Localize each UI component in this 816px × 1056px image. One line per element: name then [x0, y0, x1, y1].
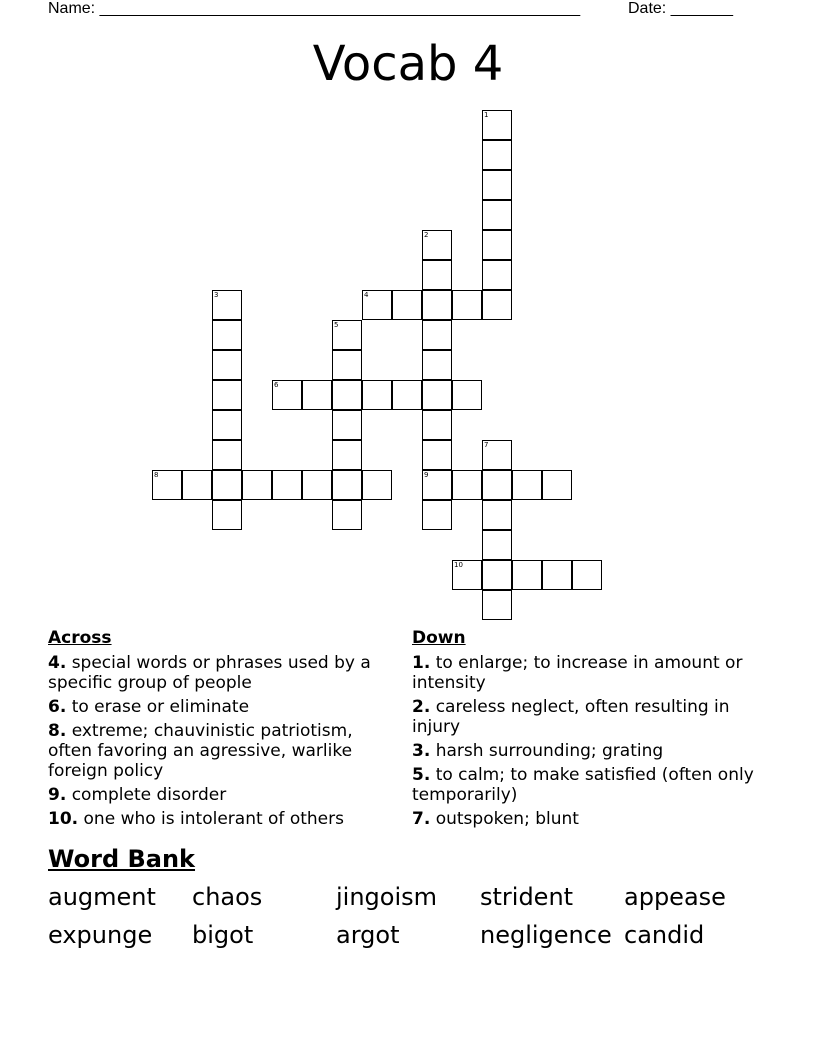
clue-down-3: 3. harsh surrounding; grating	[412, 741, 664, 761]
grid-cell[interactable]	[302, 470, 332, 500]
grid-cell[interactable]	[332, 500, 362, 530]
grid-cell[interactable]	[482, 590, 512, 620]
grid-cell[interactable]	[212, 290, 242, 320]
grid-cell[interactable]	[422, 500, 452, 530]
grid-cell[interactable]	[212, 380, 242, 410]
clue-number: 7	[484, 441, 489, 449]
across-clues	[48, 628, 393, 833]
clue-number: 8	[154, 471, 159, 479]
word-bank-word: strident	[480, 883, 574, 911]
grid-cell[interactable]	[212, 320, 242, 350]
grid-cell[interactable]	[482, 170, 512, 200]
word-bank-word: jingoism	[336, 883, 438, 911]
clue-number: 4	[364, 291, 369, 299]
grid-cell[interactable]	[512, 560, 542, 590]
grid-cell[interactable]	[212, 350, 242, 380]
clue-number: 10	[454, 561, 463, 569]
grid-cell[interactable]	[272, 380, 302, 410]
grid-cell[interactable]	[152, 470, 182, 500]
grid-cell[interactable]	[242, 470, 272, 500]
word-bank-word: argot	[336, 921, 400, 949]
grid-cell[interactable]	[482, 140, 512, 170]
grid-cell[interactable]	[452, 380, 482, 410]
grid-cell[interactable]	[422, 350, 452, 380]
word-bank-word: chaos	[192, 883, 263, 911]
grid-cell[interactable]	[272, 470, 302, 500]
grid-cell[interactable]	[422, 230, 452, 260]
grid-cell[interactable]	[422, 470, 452, 500]
word-bank-word: bigot	[192, 921, 254, 949]
clue-number: 5	[334, 321, 339, 329]
grid-cell[interactable]	[422, 410, 452, 440]
grid-cell[interactable]	[542, 470, 572, 500]
grid-cell[interactable]	[332, 350, 362, 380]
grid-cell[interactable]	[512, 470, 542, 500]
grid-cell[interactable]	[332, 410, 362, 440]
word-bank-word: negligence	[480, 921, 612, 949]
clue-number: 9	[424, 471, 429, 479]
down-heading: Down	[412, 628, 466, 648]
clue-down-2: 2. careless neglect, often resulting in injury	[412, 697, 730, 737]
grid-cell[interactable]	[212, 410, 242, 440]
date-field-line: Date: _______	[628, 0, 733, 17]
grid-cell[interactable]	[212, 500, 242, 530]
name-field-line: Name: ______________________________________________________	[48, 0, 581, 17]
clue-number: 2	[424, 231, 429, 239]
grid-cell[interactable]	[482, 230, 512, 260]
grid-cell[interactable]	[452, 470, 482, 500]
word-bank-word: augment	[48, 883, 156, 911]
grid-cell[interactable]	[482, 260, 512, 290]
grid-cell[interactable]	[332, 470, 362, 500]
word-bank-word: candid	[624, 921, 705, 949]
clue-across-4: 4. special words or phrases used by a specific group of people	[48, 653, 371, 693]
across-heading: Across	[48, 628, 112, 648]
grid-cell[interactable]	[542, 560, 572, 590]
word-bank-word: appease	[624, 883, 726, 911]
grid-cell[interactable]	[452, 560, 482, 590]
grid-cell[interactable]	[482, 110, 512, 140]
page-title: Vocab 4	[312, 36, 504, 92]
grid-cell[interactable]	[422, 290, 452, 320]
clue-down-5: 5. to calm; to make satisfied (often only temporarily)	[412, 765, 754, 805]
clue-across-10: 10. one who is intolerant of others	[48, 809, 344, 829]
grid-cell[interactable]	[452, 290, 482, 320]
clue-number: 1	[484, 111, 489, 119]
grid-cell[interactable]	[482, 290, 512, 320]
grid-cell[interactable]	[482, 200, 512, 230]
grid-cell[interactable]	[332, 380, 362, 410]
grid-cell[interactable]	[182, 470, 212, 500]
grid-cell[interactable]	[362, 290, 392, 320]
grid-cell[interactable]	[482, 560, 512, 590]
grid-cell[interactable]	[362, 470, 392, 500]
grid-cell[interactable]	[332, 440, 362, 470]
clue-down-7: 7. outspoken; blunt	[412, 809, 579, 829]
grid-cell[interactable]	[482, 530, 512, 560]
word-bank	[48, 882, 768, 950]
clue-number: 6	[274, 381, 279, 389]
grid-cell[interactable]	[422, 320, 452, 350]
grid-cell[interactable]	[212, 440, 242, 470]
word-bank-word: expunge	[48, 921, 153, 949]
grid-cell[interactable]	[392, 290, 422, 320]
grid-cell[interactable]	[482, 470, 512, 500]
grid-cell[interactable]	[392, 380, 422, 410]
grid-cell[interactable]	[422, 260, 452, 290]
clue-across-6: 6. to erase or eliminate	[48, 697, 250, 717]
clue-down-1: 1. to enlarge; to increase in amount or intensity	[412, 653, 743, 693]
grid-cell[interactable]	[482, 500, 512, 530]
grid-cell[interactable]	[302, 380, 332, 410]
down-clues	[412, 628, 757, 833]
grid-cell[interactable]	[482, 440, 512, 470]
grid-cell[interactable]	[212, 470, 242, 500]
grid-cell[interactable]	[332, 320, 362, 350]
word-bank-title: Word Bank	[48, 845, 196, 873]
grid-cell[interactable]	[422, 440, 452, 470]
grid-cell[interactable]	[572, 560, 602, 590]
clue-across-8: 8. extreme; chauvinistic patriotism, often favoring an agressive, warlike foreign policy	[48, 721, 353, 781]
grid-cell[interactable]	[362, 380, 392, 410]
clue-across-9: 9. complete disorder	[48, 785, 227, 805]
clue-number: 3	[214, 291, 219, 299]
grid-cell[interactable]	[422, 380, 452, 410]
